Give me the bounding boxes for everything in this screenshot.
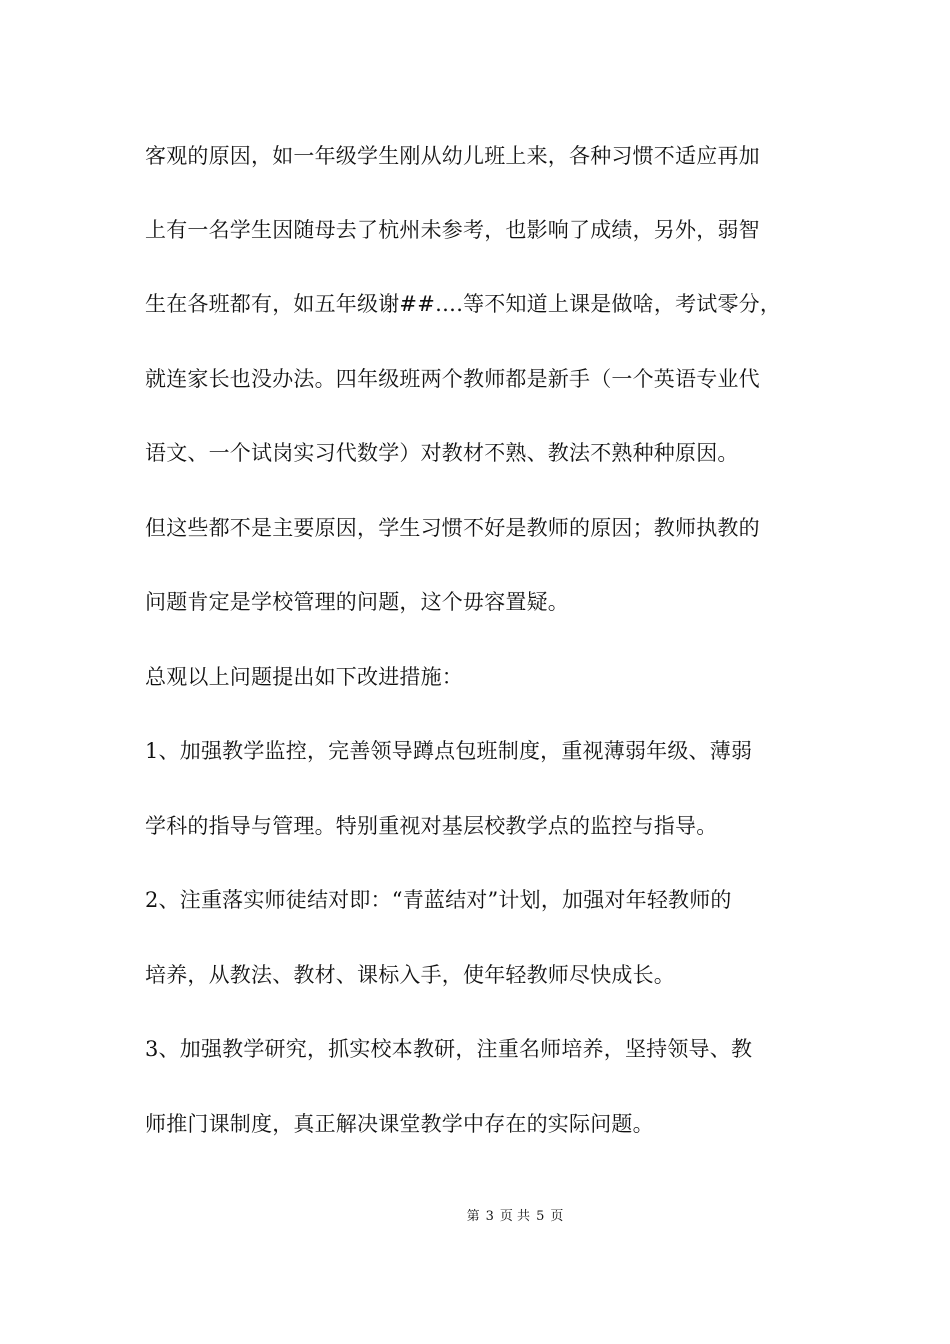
footer-total-pages: 5 bbox=[536, 1209, 545, 1224]
footer-current-page: 3 bbox=[485, 1209, 494, 1224]
text-line-13: 3、加强教学研究，抓实校本教研，注重名师培养，坚持领导、教 bbox=[145, 1037, 753, 1061]
text-line-4: 就连家长也没办法。四年级班两个教师都是新手（一个英语专业代 bbox=[145, 367, 760, 391]
text-line-9: 1、加强教学监控，完善领导蹲点包班制度，重视薄弱年级、薄弱 bbox=[145, 739, 753, 763]
text-line-1: 客观的原因，如一年级学生刚从幼儿班上来，各种习惯不适应再加 bbox=[145, 144, 760, 168]
text-line-5: 语文、一个试岗实习代数学）对教材不熟、教法不熟种种原因。 bbox=[145, 441, 739, 465]
text-line-10: 学科的指导与管理。特别重视对基层校教学点的监控与指导。 bbox=[145, 814, 718, 838]
footer-prefix: 第 bbox=[466, 1209, 480, 1224]
text-line-11: 2、注重落实师徒结对即：“青蓝结对”计划，加强对年轻教师的 bbox=[145, 888, 732, 912]
footer-suffix: 页 bbox=[550, 1209, 564, 1224]
text-line-12: 培养，从教法、教材、课标入手，使年轻教师尽快成长。 bbox=[145, 963, 675, 987]
text-line-2: 上有一名学生因随母去了杭州未参考，也影响了成绩，另外，弱智 bbox=[145, 218, 760, 242]
text-line-8: 总观以上问题提出如下改进措施： bbox=[145, 665, 463, 689]
text-line-6: 但这些都不是主要原因，学生习惯不好是教师的原因；教师执教的 bbox=[145, 516, 760, 540]
text-line-14: 师推门课制度，真正解决课堂教学中存在的实际问题。 bbox=[145, 1112, 654, 1136]
page-footer bbox=[0, 1208, 950, 1226]
text-line-7: 问题肯定是学校管理的问题，这个毋容置疑。 bbox=[145, 590, 569, 614]
text-line-3: 生在各班都有，如五年级谢##….等不知道上课是做啥，考试零分， bbox=[145, 292, 782, 316]
footer-middle: 页 共 bbox=[499, 1209, 531, 1224]
